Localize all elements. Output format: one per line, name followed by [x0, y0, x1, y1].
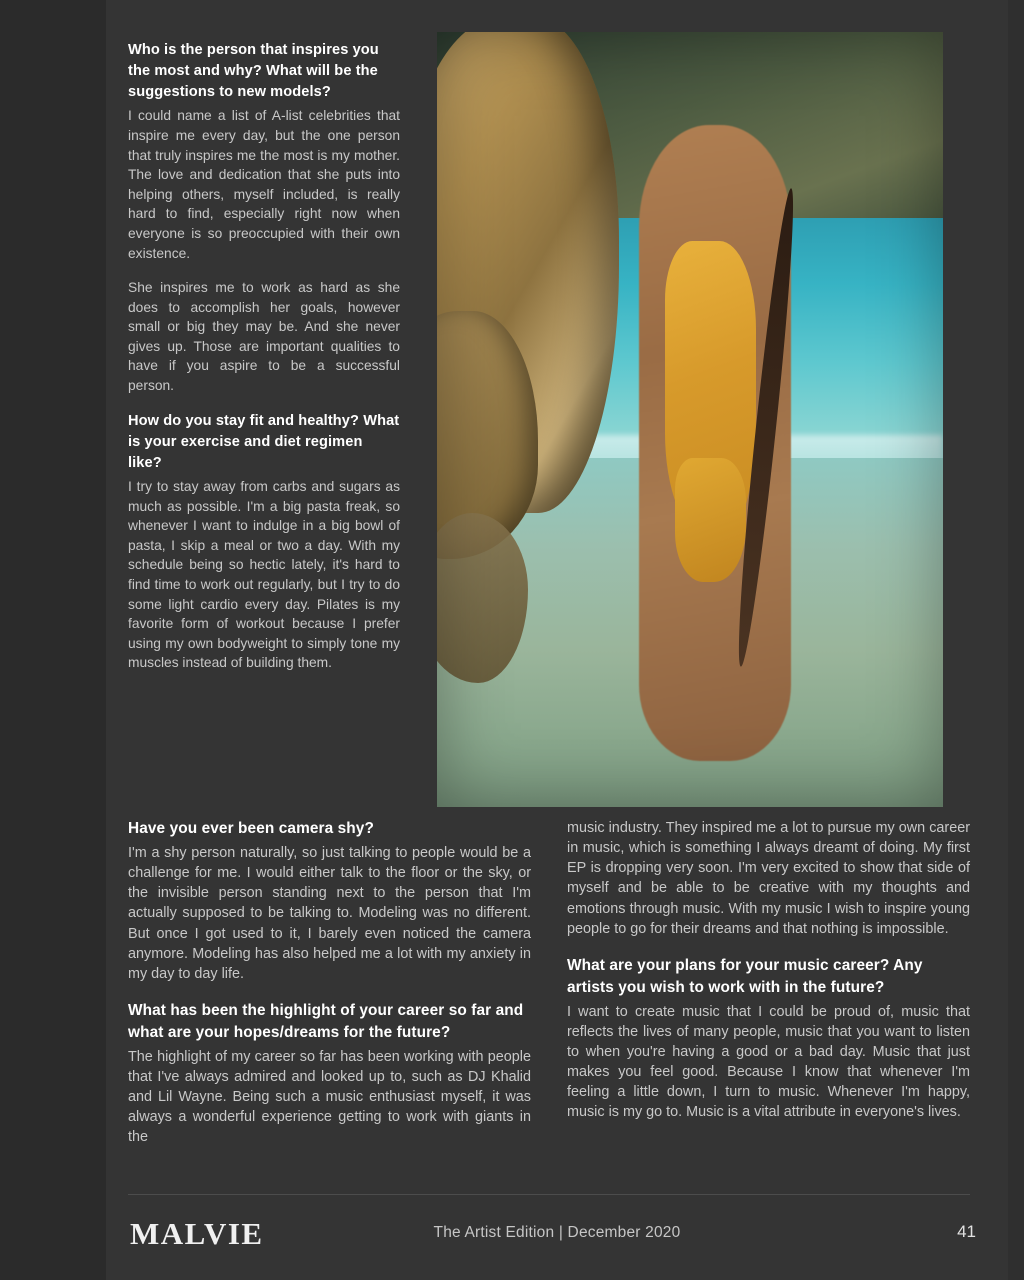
question-heading: Have you ever been camera shy? — [128, 820, 374, 837]
question-heading: What has been the highlight of your career so far and what are your hopes/dreams for the future? — [128, 1001, 524, 1041]
answer-paragraph: I try to stay away from carbs and sugars as much as possible. I'm a big pasta freak, so whenever I want to indulge in a big bowl of pasta, I skip a meal or two a day. With my schedule being so hectic lately, it's hard to find time to work out regularly, but I try to do some light cardio every day. Pilates is my favorite form of workout because I prefer using my own bodyweight to simply tone my muscles instead of building them. — [128, 479, 400, 671]
qa-block-inspiration — [128, 40, 400, 396]
narrow-text-column — [128, 40, 400, 688]
answer-paragraph: I'm a shy person naturally, so just talking to people would be a challenge for me. I would either talk to the floor or the sky, or the invisible person standing next to the person that I'm actually supposed to be talking to. Modeling was no different. But once I got used to it, I barely even noticed the camera anymore. Modeling has also helped me a lot with my anxiety in my day to day life. — [128, 844, 531, 982]
question-heading: What are your plans for your music career? Any artists you wish to work with in the future? — [567, 956, 923, 996]
page-number: 41 — [957, 1222, 976, 1241]
editorial-photo — [437, 32, 943, 807]
answer-paragraph: music industry. They inspired me a lot to pursue my own career in music, which is something I always dreamt of doing. My first EP is dropping very soon. I'm very excited to show that side of myself and be able to be creative with my thoughts and emotions through music. With my music I wish to inspire young people to go for their dreams and that nothing is impossible. — [567, 820, 970, 937]
page-footer — [106, 1194, 1008, 1280]
page-content — [106, 0, 1008, 1280]
lower-two-column-section — [128, 818, 970, 1164]
edition-label: The Artist Edition | December 2020 — [433, 1224, 681, 1241]
right-text-column — [567, 818, 970, 1164]
footer-divider — [128, 1194, 970, 1195]
page-gutter-left — [0, 0, 106, 1280]
answer-paragraph: The highlight of my career so far has been working with people that I've always admired and looked up to, such as DJ Khalid and Lil Wayne. Being such a music enthusiast myself, it was always a wonderful experience getting to work with giants in the — [128, 1048, 531, 1146]
answer-paragraph: I want to create music that I could be proud of, music that reflects the lives of many people, music that you want to listen to when you're having a good or a bad day. Music that just makes you feel good. Because I know that whenever I'm feeling a little down, I turn to music. Whenever I'm happy, music is my go to. Music is a vital attribute in everyone's lives. — [567, 1003, 970, 1121]
magazine-logo: MALVIE — [130, 1216, 264, 1251]
answer-paragraph: She inspires me to work as hard as she does to accomplish her goals, however small or big they may be. And she never gives up. Those are important qualities to have if you aspire to be a successful person. — [128, 280, 400, 393]
left-text-column — [128, 818, 531, 1164]
qa-block-fitness — [128, 411, 400, 673]
qa-block-camera-shy — [128, 818, 531, 984]
upper-section — [106, 0, 1008, 815]
qa-block-career-highlight — [128, 1000, 531, 1148]
question-heading: How do you stay fit and healthy? What is your exercise and diet regimen like? — [128, 412, 400, 471]
page-gutter-right — [1008, 0, 1024, 1280]
qa-block-music-plans — [567, 955, 970, 1123]
qa-block-continuation — [567, 818, 970, 939]
question-heading: Who is the person that inspires you the most and why? What will be the suggestions to new models? — [128, 42, 379, 101]
photo-vignette — [437, 32, 943, 807]
answer-paragraph: I could name a list of A-list celebrities that inspire me every day, but the one person that truly inspires me the most is my mother. The love and dedication that she puts into helping others, myself included, is really hard to find, especially right now when everyone is so preoccupied with their own existence. — [128, 108, 400, 261]
